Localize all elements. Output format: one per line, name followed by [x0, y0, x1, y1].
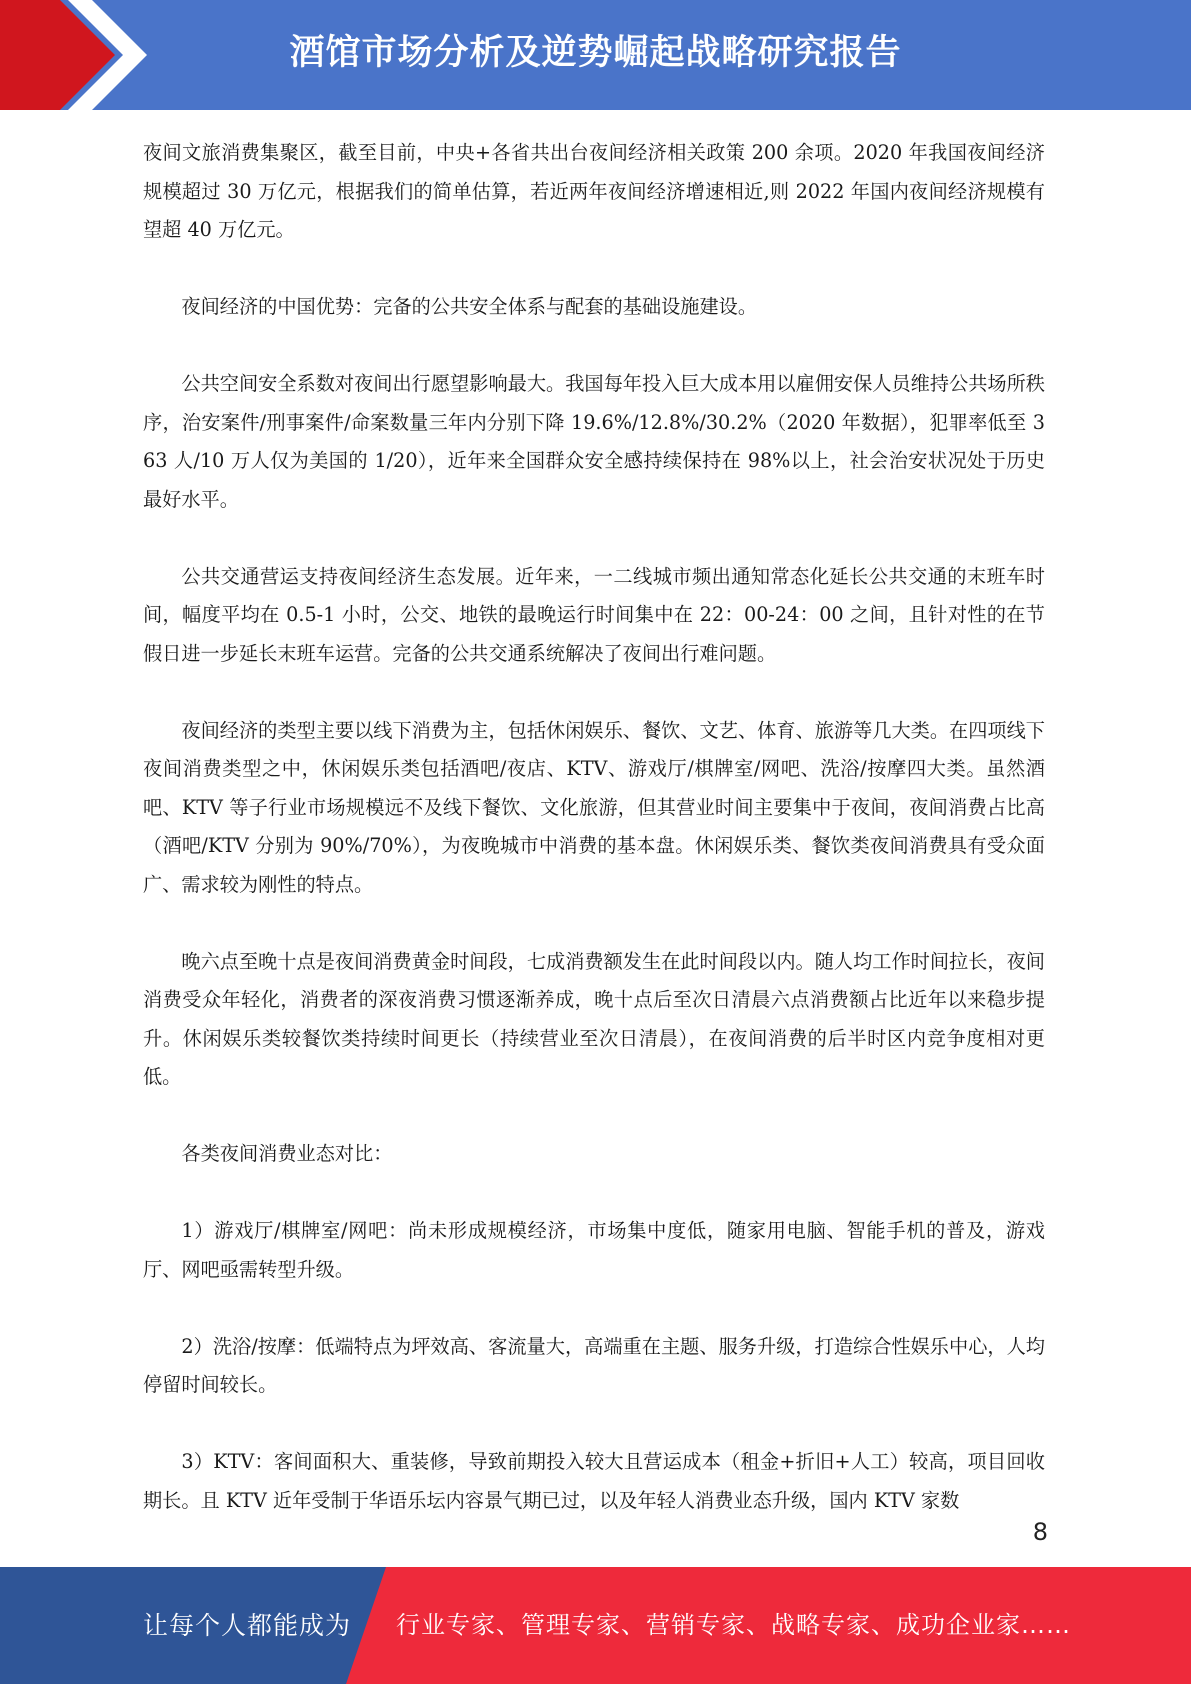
list-item: 2）洗浴/按摩：低端特点为坪效高、客流量大，高端重在主题、服务升级，打造综合性娱乐中心，人均停留时间较长。 — [143, 1334, 1045, 1396]
list-item: 3）KTV：客间面积大、重装修，导致前期投入较大且营运成本（租金+折旧+人工）较高，项目回收期长。且 KTV 近年受制于华语乐坛内容景气期已过，以及年轻人消费业态升级，国内 KTV 家数 — [143, 1450, 1045, 1512]
footer-slogan-left: 让每个人都能成为 — [143, 1611, 352, 1640]
page-number: 8 — [1032, 1518, 1048, 1546]
paragraph: 各类夜间消费业态对比： — [181, 1142, 393, 1165]
document-body — [143, 134, 1045, 1520]
paragraph: 夜间文旅消费集聚区，截至目前，中央+各省共出台夜间经济相关政策 200 余项。2020 年我国夜间经济规模超过 30 万亿元，根据我们的简单估算，若近两年夜间经济增速相近,则 2022 年国内夜间经济规模有望超 40 万亿元。 — [143, 141, 1045, 241]
paragraph: 公共交通营运支持夜间经济生态发展。近年来，一二线城市频出通知常态化延长公共交通的末班车时间，幅度平均在 0.5-1 小时，公交、地铁的最晚运行时间集中在 22：00-24：00 之间，且针对性的在节假日进一步延长末班车运营。完备的公共交通系统解决了夜间出行难问题。 — [143, 564, 1045, 665]
paragraph: 晚六点至晚十点是夜间消费黄金时间段，七成消费额发生在此时间段以内。随人均工作时间拉长，夜间消费受众年轻化，消费者的深夜消费习惯逐渐养成，晚十点后至次日清晨六点消费额占比近年以来稳步提升。休闲娱乐类较餐饮类持续时间更长（持续营业至次日清晨），在夜间消费的后半时区内竞争度相对更低。 — [143, 949, 1045, 1088]
page-footer — [0, 1567, 1191, 1684]
page-header — [0, 0, 1191, 110]
report-title: 酒馆市场分析及逆势崛起战略研究报告 — [289, 33, 902, 73]
header-chevron-decoration — [0, 0, 160, 110]
paragraph: 夜间经济的中国优势：完备的公共安全体系与配套的基础设施建设。 — [181, 295, 758, 318]
list-item: 1）游戏厅/棋牌室/网吧：尚未形成规模经济，市场集中度低，随家用电脑、智能手机的普及，游戏厅、网吧亟需转型升级。 — [143, 1219, 1045, 1281]
footer-slogan-right: 行业专家、管理专家、营销专家、战略专家、成功企业家…… — [396, 1611, 1071, 1639]
paragraph: 公共空间安全系数对夜间出行愿望影响最大。我国每年投入巨大成本用以雇佣安保人员维持公共场所秩序，治安案件/刑事案件/命案数量三年内分别下降 19.6%/12.8%/30.2%（2020 年数据），犯罪率低至 363 人/10 万人仅为美国的 1/20），近年来全国群众安全感持续保持在 98%以上，社会治安状况处于历史最好水平。 — [143, 372, 1045, 511]
paragraph: 夜间经济的类型主要以线下消费为主，包括休闲娱乐、餐饮、文艺、体育、旅游等几大类。在四项线下夜间消费类型之中，休闲娱乐类包括酒吧/夜店、KTV、游戏厅/棋牌室/网吧、洗浴/按摩四大类。虽然酒吧、KTV 等子行业市场规模远不及线下餐饮、文化旅游，但其营业时间主要集中于夜间，夜间消费占比高（酒吧/KTV 分别为 90%/70%），为夜晚城市中消费的基本盘。休闲娱乐类、餐饮类夜间消费具有受众面广、需求较为刚性的特点。 — [143, 718, 1045, 896]
